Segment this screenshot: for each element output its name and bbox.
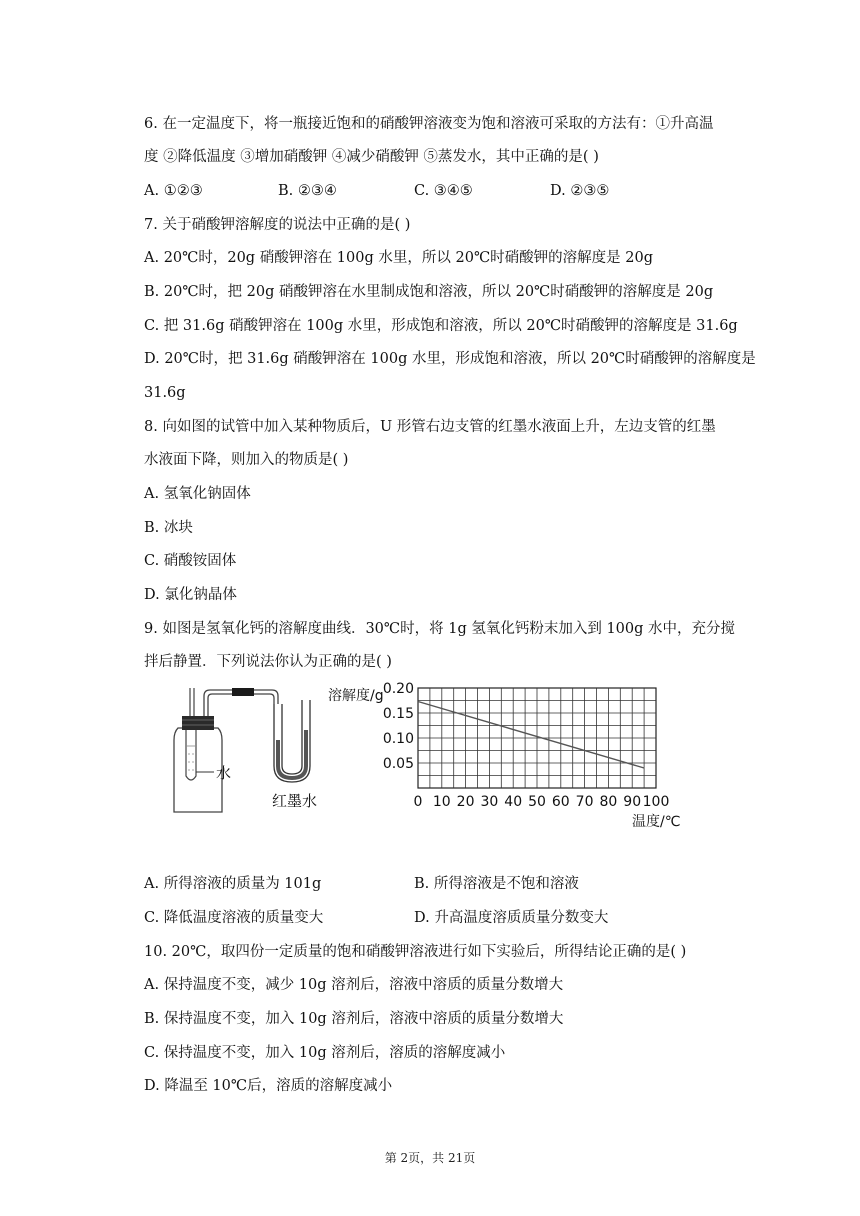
- q7-stem: 7. 关于硝酸钾溶解度的说法中正确的是( ): [144, 217, 411, 233]
- q6-option-c: C. ③④⑤: [414, 183, 473, 199]
- q9-option-c: C. 降低温度溶液的质量变大: [144, 910, 324, 926]
- chart-x-tick-label: 60: [551, 794, 570, 810]
- chart-x-tick-label: 0: [413, 794, 423, 810]
- chart-y-tick-label: 0.10: [382, 731, 414, 747]
- q9-stem-line1: 9. 如图是氢氧化钙的溶解度曲线．30℃时，将 1g 氢氧化钙粉末加入到 100g 水中，充分搅: [144, 621, 736, 637]
- q7-option-a: A. 20℃时，20g 硝酸钾溶在 100g 水里，所以 20℃时硝酸钾的溶解度是 20g: [144, 250, 653, 266]
- red-ink-label: 红墨水: [272, 792, 318, 810]
- water-label: 水: [216, 764, 232, 782]
- chart-x-tick-label: 10: [432, 794, 451, 810]
- q6-stem-line1: 6. 在一定温度下，将一瓶接近饱和的硝酸钾溶液变为饱和溶液可采取的方法有：①升高温: [144, 116, 714, 132]
- q6-stem-line2: 度 ②降低温度 ③增加硝酸钾 ④减少硝酸钾 ⑤蒸发水，其中正确的是( ): [144, 149, 599, 165]
- q8-option-c: C. 硝酸铵固体: [144, 553, 237, 569]
- chart-x-tick-label: 40: [504, 794, 523, 810]
- chart-x-tick-label: 90: [623, 794, 642, 810]
- chart-x-tick-label: 100: [642, 794, 670, 810]
- chart-solubility-line: [418, 702, 644, 769]
- page-footer: 第 2页，共 21页: [384, 1151, 476, 1165]
- solubility-chart: [320, 676, 700, 836]
- q7-option-d-line2: 31.6g: [144, 385, 186, 401]
- q8-stem-line2: 水液面下降，则加入的物质是( ): [144, 452, 349, 468]
- chart-x-tick-label: 20: [456, 794, 475, 810]
- chart-x-tick-label: 70: [575, 794, 594, 810]
- q7-option-d-line1: D. 20℃时，把 31.6g 硝酸钾溶在 100g 水里，形成饱和溶液，所以 20℃时硝酸钾的溶解度是: [144, 351, 756, 367]
- q10-stem: 10. 20℃，取四份一定质量的饱和硝酸钾溶液进行如下实验后，所得结论正确的是( ): [144, 944, 687, 960]
- q6-option-a: A. ①②③: [144, 183, 203, 199]
- q9-option-b: B. 所得溶液是不饱和溶液: [414, 876, 579, 892]
- q9-stem-line2: 拌后静置．下列说法你认为正确的是( ): [144, 654, 392, 670]
- chart-x-ticks: [414, 794, 670, 810]
- chart-x-tick-label: 30: [480, 794, 499, 810]
- chart-series: [418, 702, 644, 769]
- q9-option-d: D. 升高温度溶质质量分数变大: [414, 910, 609, 926]
- chart-y-ticks: [383, 681, 414, 772]
- chart-y-axis-label: 溶解度/g: [328, 688, 384, 704]
- q8-stem-line1: 8. 向如图的试管中加入某种物质后，U 形管右边支管的红墨水液面上升，左边支管的红墨: [144, 419, 716, 435]
- chart-x-axis-label: 温度/℃: [632, 814, 681, 830]
- q9-option-a: A. 所得溶液的质量为 101g: [144, 876, 322, 892]
- chart-y-tick-label: 0.20: [382, 681, 414, 697]
- q8-option-d: D. 氯化钠晶体: [144, 587, 237, 603]
- q8-option-b: B. 冰块: [144, 520, 193, 536]
- q10-option-d: D. 降温至 10℃后，溶质的溶解度减小: [144, 1078, 393, 1094]
- q10-option-a: A. 保持温度不变，减少 10g 溶剂后，溶液中溶质的质量分数增大: [144, 977, 564, 993]
- q7-option-c: C. 把 31.6g 硝酸钾溶在 100g 水里，形成饱和溶液，所以 20℃时硝酸钾的溶解度是 31.6g: [144, 318, 738, 334]
- chart-y-tick-label: 0.15: [382, 706, 414, 722]
- q6-option-b: B. ②③④: [278, 183, 337, 199]
- chart-y-tick-label: 0.05: [382, 756, 414, 772]
- q7-option-b: B. 20℃时，把 20g 硝酸钾溶在水里制成饱和溶液，所以 20℃时硝酸钾的溶解度是 20g: [144, 284, 714, 300]
- chart-grid: [418, 688, 656, 788]
- chart-x-tick-label: 80: [599, 794, 618, 810]
- q8-option-a: A. 氢氧化钠固体: [144, 486, 251, 502]
- q6-option-d: D. ②③⑤: [550, 183, 610, 199]
- q10-option-b: B. 保持温度不变，加入 10g 溶剂后，溶液中溶质的质量分数增大: [144, 1011, 564, 1027]
- chart-x-tick-label: 50: [528, 794, 546, 810]
- q10-option-c: C. 保持温度不变，加入 10g 溶剂后，溶质的溶解度减小: [144, 1045, 506, 1061]
